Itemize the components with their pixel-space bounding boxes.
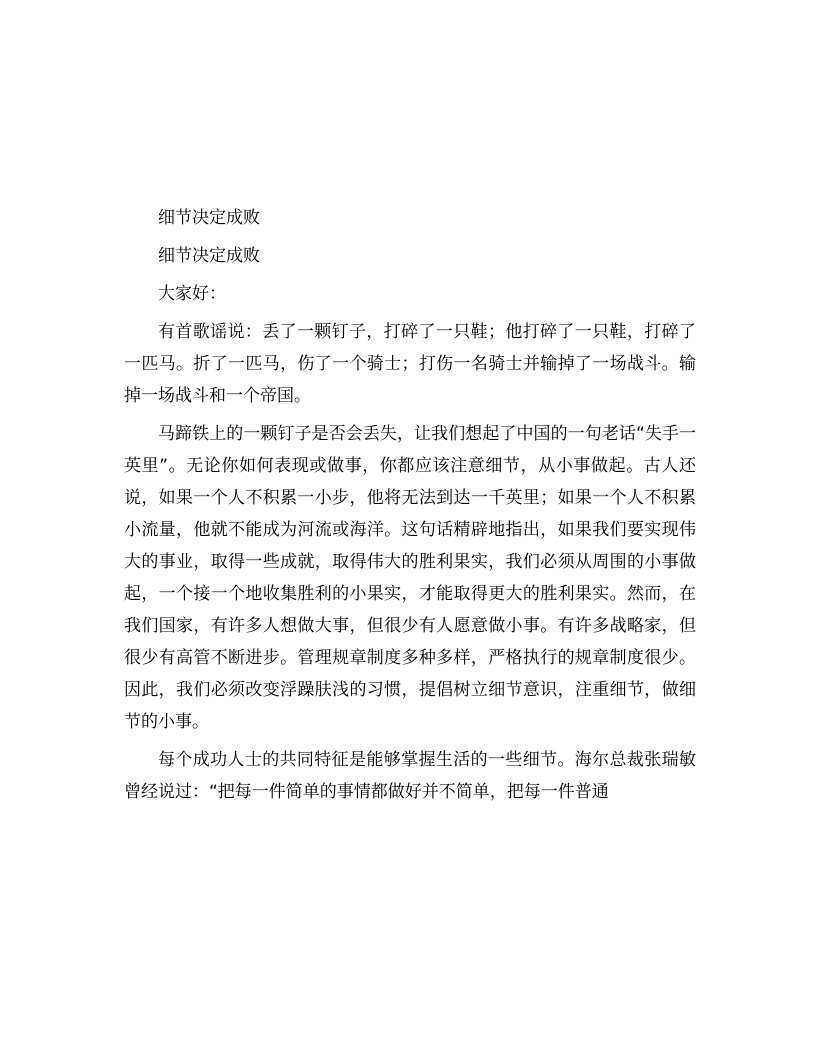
paragraph-3: 每个成功人士的共同特征是能够掌握生活的一些细节。海尔总裁张瑞敏曾经说过：“把每一件简单的事情都做好并不简单，把每一件普通: [124, 750, 696, 802]
document-title: 细节决定成败: [158, 208, 260, 228]
paragraph-1: 有首歌谣说：丢了一颗钉子，打碎了一只鞋；他打碎了一只鞋，打碎了一匹马。折了一匹马，伤了一个骑士；打伤一名骑士并输掉了一场战斗。输掉一场战斗和一个帝国。: [124, 322, 696, 406]
paragraph-2: 马蹄铁上的一颗钉子是否会丢失，让我们想起了中国的一句老话“失手一英里”。无论你如何表现或做事，你都应该注意细节，从小事做起。古人还说，如果一个人不积累一小步，他将无法到达一千英里；如果一个人不积累小流量，他就不能成为河流或海洋。这句话精辟地指出，如果我们要实现伟大的事业，取得一些成就，取得伟大的胜利果实，我们必须从周围的小事做起，一个接一个地收集胜利的小果实，才能取得更大的胜利果实。然而，在我们国家，有许多人想做大事，但很少有人愿意做小事。有许多战略家，但很少有高管不断进步。管理规章制度多种多样，严格执行的规章制度很少。因此，我们必须改变浮躁肤浅的习惯，提倡树立细节意识，注重细节，做细节的小事。: [124, 424, 696, 732]
document-subtitle: 细节决定成败: [158, 246, 260, 266]
document-body: [124, 202, 696, 814]
greeting: 大家好：: [158, 284, 226, 304]
